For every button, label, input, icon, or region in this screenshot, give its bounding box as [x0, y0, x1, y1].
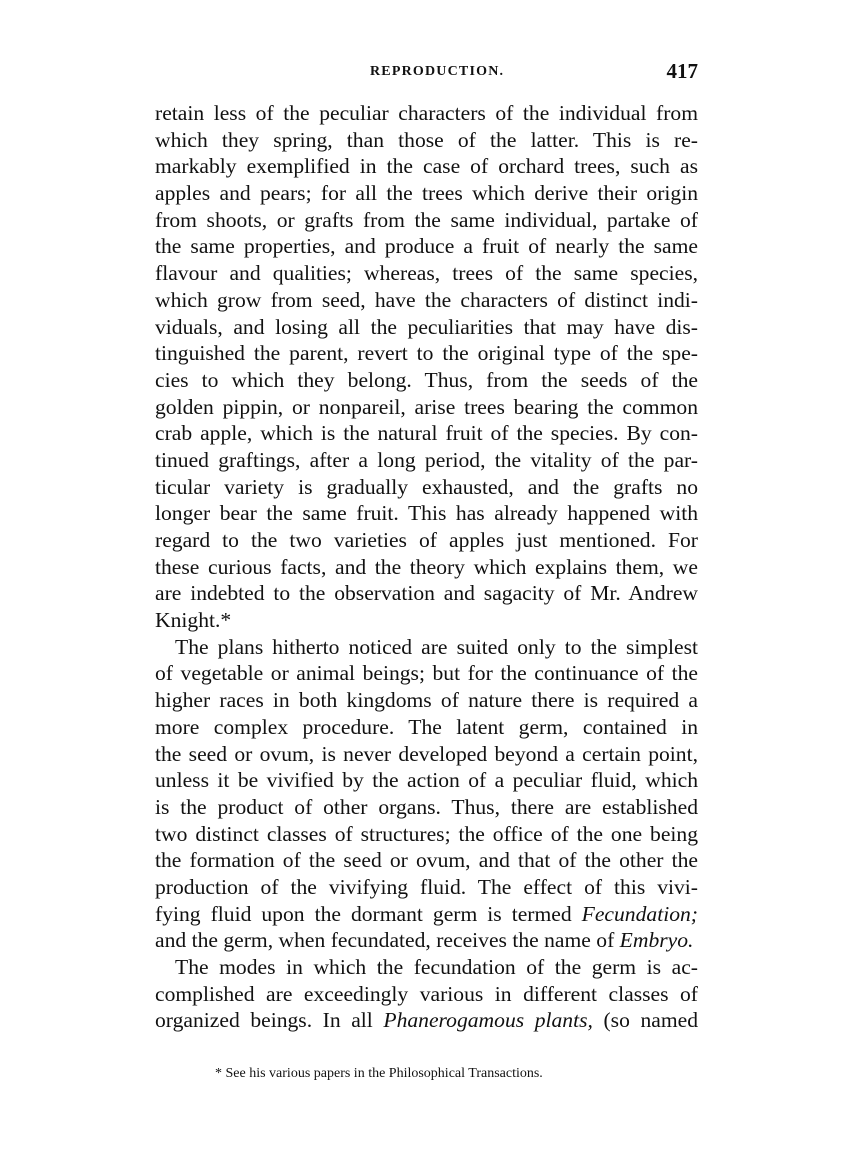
text-line: tinguished the parent, revert to the original type of the spe-	[155, 341, 698, 366]
text-line: viduals, and losing all the peculiarities that may have dis-	[155, 314, 698, 339]
text-line: unless it be vivified by the action of a peculiar fluid, which	[155, 768, 698, 793]
paragraph-1	[155, 100, 698, 634]
text-line: these curious facts, and the theory which explains them, we	[155, 554, 698, 579]
text-line: production of the vivifying fluid. The effect of this vivi-	[155, 874, 698, 899]
text-line: tinued graftings, after a long period, the vitality of the par-	[155, 447, 698, 472]
text-run: fying fluid upon the dormant germ is termed	[155, 901, 582, 926]
text-line: more complex procedure. The latent germ, contained in	[155, 714, 698, 739]
text-line: complished are exceedingly various in different classes of	[155, 981, 698, 1006]
text-line: regard to the two varieties of apples just mentioned. For	[155, 528, 698, 552]
text-line: higher races in both kingdoms of nature there is required a	[155, 688, 698, 713]
text-line: which grow from seed, have the characters of distinct indi-	[155, 287, 698, 312]
italic-term: Fecundation;	[581, 901, 698, 926]
text-line: the seed or ovum, is never developed beyond a certain point,	[155, 741, 698, 766]
text-line: apples and pears; for all the trees which derive their origin	[155, 181, 698, 206]
paragraph-3	[155, 954, 698, 1034]
body-text	[155, 100, 698, 1034]
text-line: are indebted to the observation and sagacity of Mr. Andrew	[155, 581, 698, 606]
italic-term: Embryo.	[619, 928, 694, 953]
text-run: organized beings. In all	[155, 1008, 384, 1033]
text-line: Knight.*	[155, 608, 232, 633]
running-head	[155, 59, 700, 86]
text-line: of vegetable or animal beings; but for the continuance of the	[155, 661, 698, 686]
page-number: 417	[666, 59, 698, 83]
text-line: cies to which they belong. Thus, from the seeds of the	[155, 367, 698, 392]
text-line: markably exemplified in the case of orchard trees, such as	[155, 154, 698, 179]
text-line: which they spring, than those of the latter. This is re-	[155, 127, 698, 152]
text-line: golden pippin, or nonpareil, arise trees bearing the common	[155, 394, 698, 419]
text-line: retain less of the peculiar characters of the individual from	[155, 101, 698, 125]
text-line: from shoots, or grafts from the same individual, partake of	[155, 207, 698, 232]
text-line: ticular variety is gradually exhausted, and the grafts no	[155, 474, 698, 499]
italic-term: Phanerogamous plants,	[383, 1008, 593, 1033]
text-line	[155, 927, 698, 954]
text-line: the formation of the seed or ovum, and that of the other the	[155, 848, 698, 873]
text-run: and the germ, when fecundated, receives the name of	[155, 928, 620, 953]
text-line: the same properties, and produce a fruit of nearly the same	[155, 234, 698, 259]
text-line: is the product of other organs. Thus, there are established	[155, 794, 698, 819]
text-line: longer bear the same fruit. This has already happened with	[155, 501, 698, 526]
text-line	[155, 1007, 698, 1034]
text-run: (so named	[592, 1008, 699, 1033]
footnote: * See his various papers in the Philosophical Transactions.	[215, 1066, 543, 1081]
text-line: crab apple, which is the natural fruit of the species. By con-	[155, 421, 698, 446]
text-line: flavour and qualities; whereas, trees of the same species,	[155, 261, 698, 286]
paragraph-2	[155, 634, 698, 954]
running-title: REPRODUCTION.	[370, 64, 505, 79]
text-line: two distinct classes of structures; the office of the one being	[155, 821, 698, 846]
text-line: The modes in which the fecundation of the germ is ac-	[175, 955, 698, 979]
text-line: The plans hitherto noticed are suited only to the simplest	[175, 634, 698, 659]
text-line	[155, 901, 698, 928]
